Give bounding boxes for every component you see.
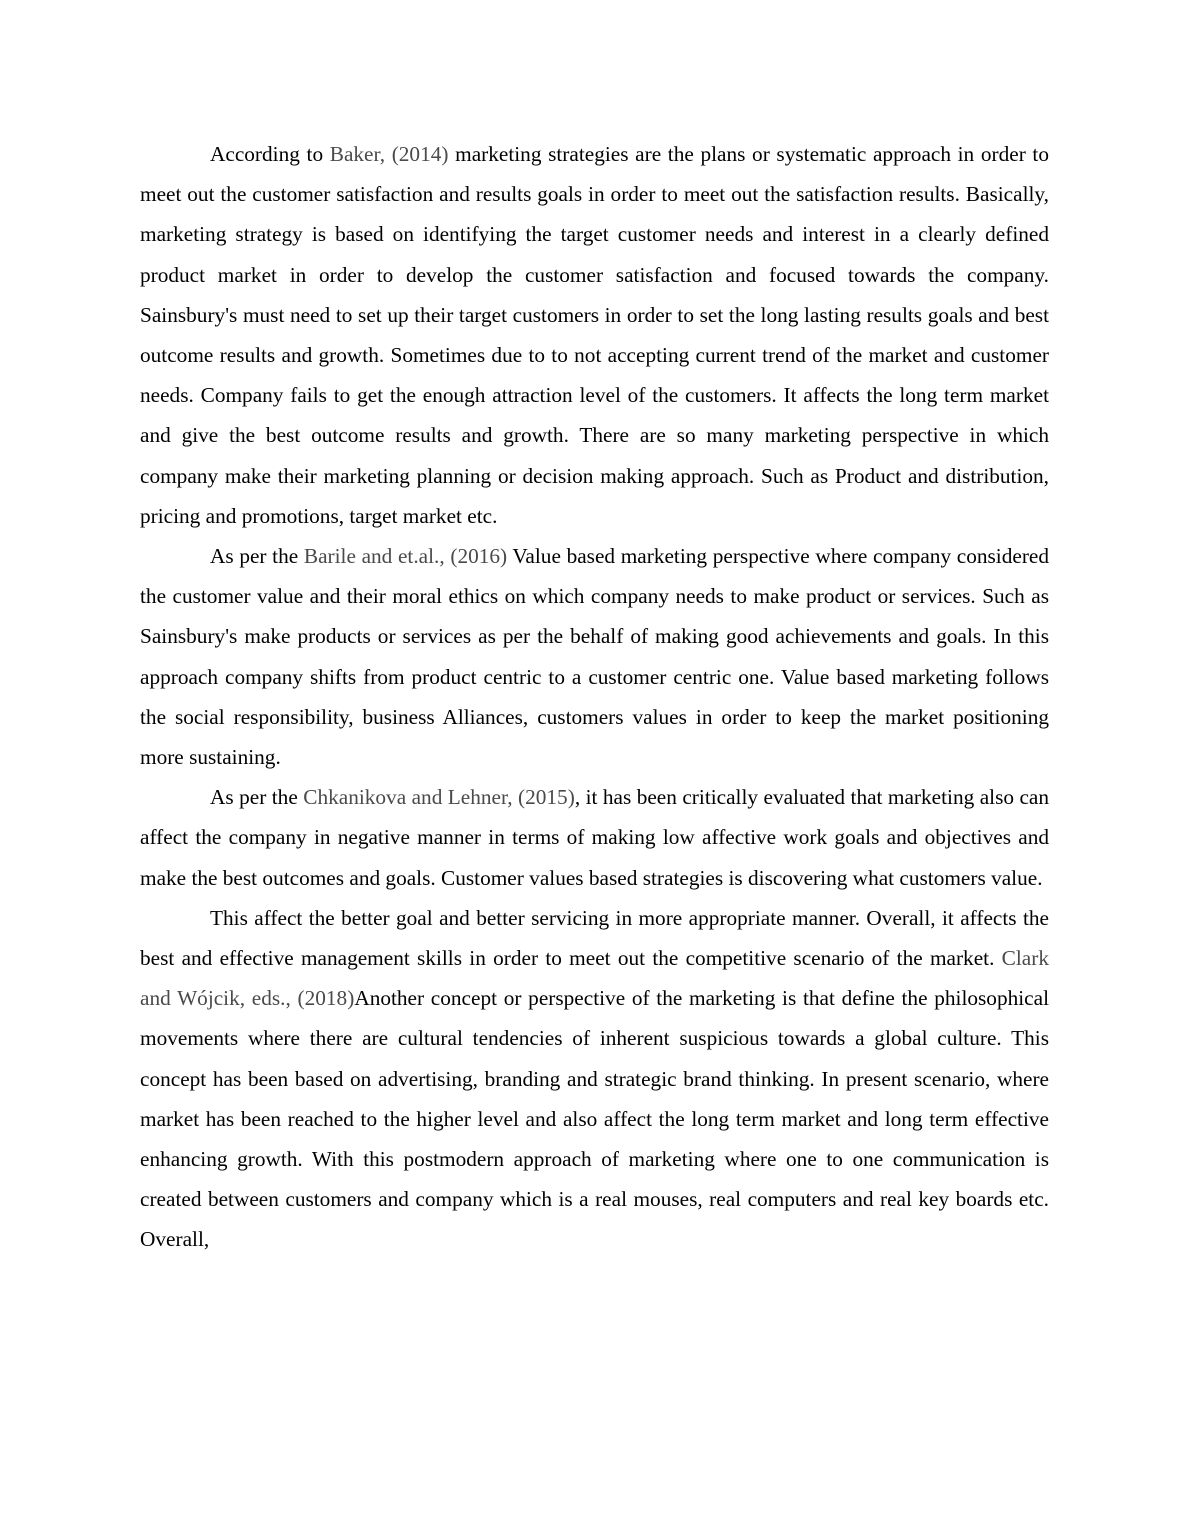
paragraph-marketing-strategies [140, 134, 1049, 536]
citation-barile-2016: Barile and et.al., (2016) [303, 544, 508, 569]
citation-clark-2018: Clark and Wójcik, eds., (2018) [140, 946, 1049, 1011]
citation-chkanikova-2015: Chkanikova and Lehner, (2015) [303, 785, 575, 810]
citation-baker-2014: Baker, (2014) [329, 142, 449, 166]
paragraph-text: Value based marketing perspective where company considered the customer value and their moral ethics on which company needs to make product or services. Such as Sainsbury's make products or services as per the behalf of making good achievements and goals. In this approach company shifts from product centric to a customer centric one. Value based marketing follows the social responsibility, business Alliances, customers values in order to keep the market positioning more sustaining. [140, 544, 1050, 770]
paragraph-text: marketing strategies are the plans or systematic approach in order to meet out the customer satisfaction and results goals in order to meet out the satisfaction results. Basically, marketing strategy is based on identifying the target customer needs and interest in a clearly defined product market in order to develop the customer satisfaction and focused towards the company. Sainsbury's must need to set up their target customers in order to set the long lasting results goals and best outcome results and growth. Sometimes due to to not accepting current trend of the market and customer needs. Company fails to get the enough attraction level of the customers. It affects the long term market and give the best outcome results and growth. There are so many marketing perspective in which company make their marketing planning or decision making approach. Such as Product and distribution, pricing and promotions, target market etc. [140, 142, 1049, 528]
paragraph-text: This affect the better goal and better servicing in more appropriate manner. Overall, it affects the best and effective management skills in order to meet out the competitive scenario of the market. [140, 905, 1049, 971]
document-page [140, 134, 1049, 1260]
paragraph-postmodern-marketing [140, 898, 1049, 1260]
paragraph-text: Another concept or perspective of the marketing is that define the philosophical movements where there are cultural tendencies of inherent suspicious towards a global culture. This concept has been based on advertising, branding and strategic brand thinking. In present scenario, where market has been reached to the higher level and also affect the long term market and long term effective enhancing growth. With this postmodern approach of marketing where one to one communication is created between customers and company which is a real mouses, real computers and real key boards etc. Overall, [140, 986, 1049, 1252]
paragraph-negative-effects [140, 777, 1049, 898]
paragraph-text: As per the [210, 785, 304, 810]
paragraph-text: According to [210, 142, 330, 166]
paragraph-text: , it has been critically evaluated that marketing also can affect the company in negative manner in terms of making low affective work goals and objectives and make the best outcomes and goals. Customer values based strategies is discovering what customers value. [140, 785, 1050, 890]
paragraph-value-based-marketing [140, 536, 1049, 777]
paragraph-text: As per the [210, 544, 304, 569]
